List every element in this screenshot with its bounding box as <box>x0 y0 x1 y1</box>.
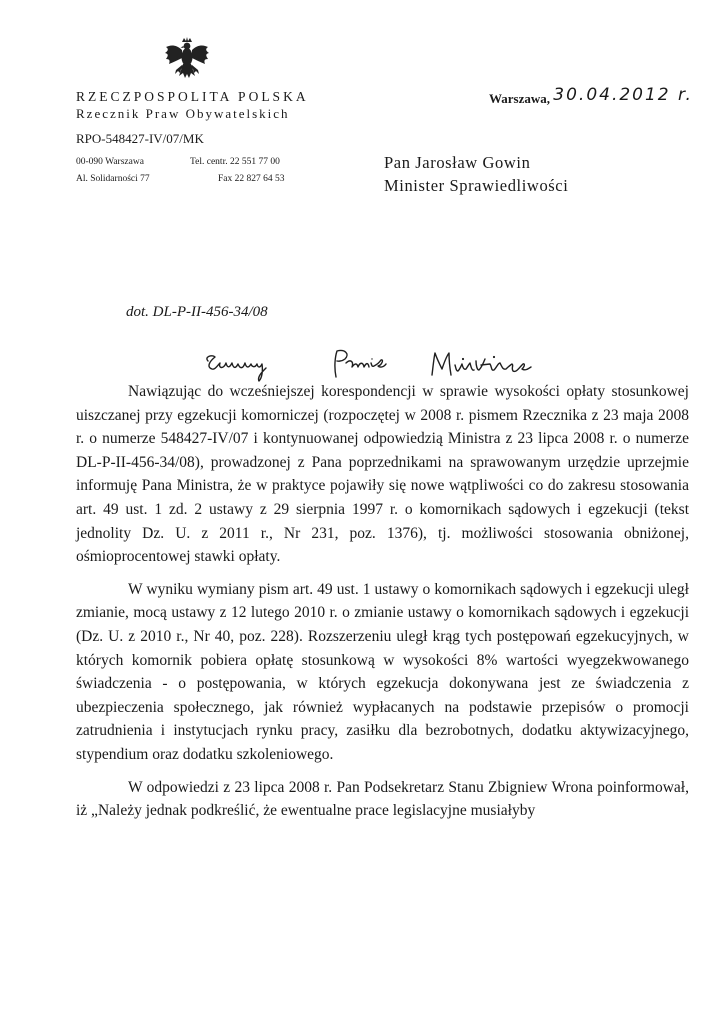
phone-number: Tel. centr. 22 551 77 00 <box>190 157 280 167</box>
subject-reference: dot. DL-P-II-456-34/08 <box>126 304 268 320</box>
recipient-title: Minister Sprawiedliwości <box>384 176 569 195</box>
dateline-place: Warszawa, <box>489 91 551 106</box>
recipient-name: Pan Jarosław Gowin <box>384 153 531 172</box>
body-paragraph: W odpowiedzi z 23 lipca 2008 r. Pan Podsekretarz Stanu Zbigniew Wrona poinformował, iż „Należy jednak podkreślić, że ewentualne prace legislacyjne musiałyby <box>76 778 689 820</box>
letterhead-org-name: RZECZPOSPOLITA POLSKA <box>76 89 309 104</box>
letterhead-org-subtitle: Rzecznik Praw Obywatelskich <box>76 106 290 121</box>
fax-number: Fax 22 827 64 53 <box>218 174 285 184</box>
body-paragraph: Nawiązując do wcześniejszej korespondencji w sprawie wysokości opłaty stosunkowej uiszczanej przy egzekucji komorniczej (rozpoczętej w 2008 r. pismem Rzecznika z 23 maja 2008 r. o numerze 548427-IV/07 i kontynuowanej odpowiedzią Ministra z 23 lipca 2008 r. o numerze DL-P-II-456-34/08), prowadzonej z Pana poprzednikami na sprawowanym urzędzie uprzejmie informuję Pana Ministra, że w praktyce pojawiły się nowe wątpliwości co do zakresu stosowania art. 49 ust. 1 zd. 2 ustawy z 29 sierpnia 1997 r. o komornikach sądowych i egzekucji (tekst jednolity Dz. U. z 2011 r., Nr 231, poz. 1376), tj. możliwości stosowania obniżonej, ośmioprocentowej stawki opłaty. <box>76 383 689 566</box>
address-line-2: Al. Solidarności 77 <box>76 174 150 184</box>
address-line-1: 00-090 Warszawa <box>76 157 144 167</box>
dateline-handwritten-date: 30.04.2012 r. <box>553 85 693 105</box>
dateline <box>489 85 693 108</box>
letter-body <box>76 380 689 832</box>
case-reference-number: RPO-548427-IV/07/MK <box>76 131 204 146</box>
state-eagle-emblem-icon <box>162 36 212 86</box>
body-paragraph: W wyniku wymiany pism art. 49 ust. 1 ustawy o komornikach sądowych i egzekucji uległ zmianie, mocą ustawy z 12 lutego 2010 r. o zmianie ustawy o komornikach sądowych i egzekucji (Dz. U. z 2010 r., Nr 40, poz. 228). Rozszerzeniu uległ krąg tych postępowań egzekucyjnych, w których komornik pobiera opłatę stosunkową w wysokości 8% wartości wyegzekwowanego świadczenia - o postępowania, w których egzekucja dokonywana jest ze świadczenia z ubezpieczenia społecznego, jak również wypłacanych na podstawie przepisów o promocji zatrudnienia i instytucjach rynku pracy, zasiłku dla bezrobotnych, dodatku aktywizacyjnego, stypendium oraz dodatku szkoleniowego. <box>76 580 689 763</box>
